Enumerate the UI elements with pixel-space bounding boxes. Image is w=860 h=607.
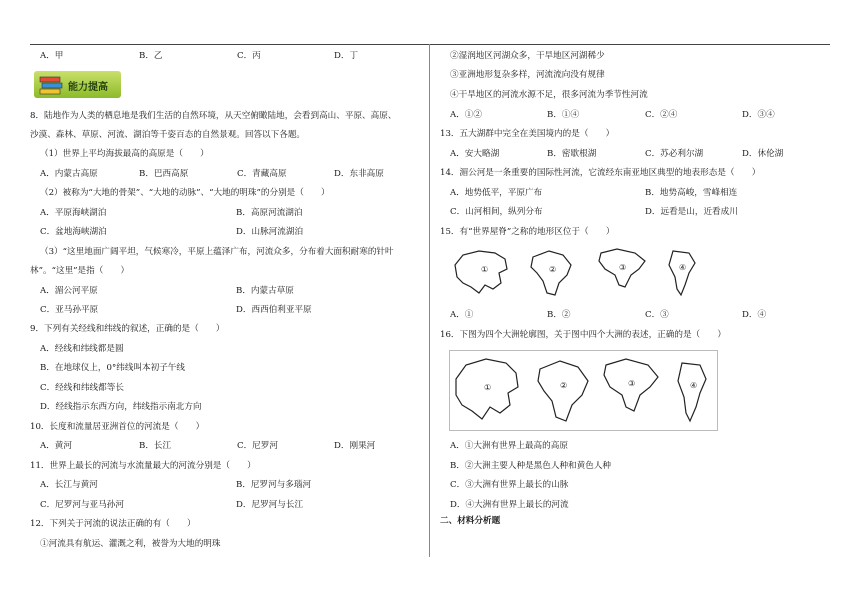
q16-option-b[interactable]: B．②大洲主要人种是黑色人种和黄色人种 xyxy=(450,461,612,471)
q14-option-d[interactable]: D．远看是山，近看成川 xyxy=(645,207,738,217)
south-america-outline-icon xyxy=(678,363,706,421)
south-america-outline-icon xyxy=(669,251,695,295)
column-divider xyxy=(429,44,430,557)
q16-map-label-3: ③ xyxy=(628,379,636,388)
q8-sub3-line2: 林”。“这里”是指（ ） xyxy=(30,266,130,276)
q8-sub2: （2）被称为“大地的骨架”、“大地的动脉”、“大地的明珠”的分别是（ ） xyxy=(40,188,330,198)
q15-option-b[interactable]: B．② xyxy=(547,310,571,320)
q16-stem: 16．下图为四个大洲轮廓图，关于图中四个大洲的表述，正确的是（ ） xyxy=(440,330,726,340)
q15-map-label-4: ④ xyxy=(679,263,687,272)
q8-sub1: （1）世界上平均海拔最高的高原是（ ） xyxy=(40,149,209,159)
q16-option-a[interactable]: A．①大洲有世界上最高的高原 xyxy=(450,441,568,451)
q16-map-label-4: ④ xyxy=(690,381,698,390)
q13-option-a[interactable]: A．安大略湖 xyxy=(450,149,500,159)
q8-1-option-a[interactable]: A．内蒙古高原 xyxy=(40,169,98,179)
q11-option-c[interactable]: C．尼罗河与亚马孙河 xyxy=(40,500,124,510)
q8-3-option-d[interactable]: D．西西伯利亚平原 xyxy=(236,305,312,315)
q11-option-d[interactable]: D．尼罗河与长江 xyxy=(236,500,304,510)
q13-option-d[interactable]: D．休伦湖 xyxy=(742,149,784,159)
q15-map-label-3: ③ xyxy=(619,263,627,272)
prev-option-c[interactable]: C．丙 xyxy=(237,51,261,61)
q12-item-1: ①河流具有航运、灌溉之利，被誉为大地的明珠 xyxy=(40,539,221,549)
q14-option-a[interactable]: A．地势低平，平原广布 xyxy=(450,188,543,198)
header-rule xyxy=(30,44,830,45)
q10-option-c[interactable]: C．尼罗河 xyxy=(237,441,278,451)
q9-option-a[interactable]: A．经线和纬线都是圆 xyxy=(40,344,124,354)
q11-option-a[interactable]: A．长江与黄河 xyxy=(40,480,98,490)
q8-2-option-c[interactable]: C．盆地海峡湖泊 xyxy=(40,227,107,237)
section-2-heading: 二、材料分析题 xyxy=(440,516,501,526)
q14-option-b[interactable]: B．地势高峻，雪峰相连 xyxy=(645,188,738,198)
q13-option-b[interactable]: B．密歇根湖 xyxy=(547,149,597,159)
q16-option-d[interactable]: D．④大洲有世界上最长的河流 xyxy=(450,500,569,510)
q12-option-b[interactable]: B．①④ xyxy=(547,110,580,120)
q9-option-b[interactable]: B．在地球仪上，0°纬线叫本初子午线 xyxy=(40,363,185,373)
q8-stem-line1: 8．陆地作为人类的栖息地是我们生活的自然环境，从天空俯瞰陆地，会看到高山、平原、高原、 xyxy=(30,111,397,121)
q15-option-a[interactable]: A．① xyxy=(450,310,474,320)
q13-option-c[interactable]: C．苏必利尔湖 xyxy=(645,149,704,159)
prev-option-a[interactable]: A．甲 xyxy=(40,51,64,61)
q15-continent-maps xyxy=(449,243,709,301)
q8-3-option-b[interactable]: B．内蒙古草原 xyxy=(236,286,294,296)
q8-sub3-line1: （3）“这里地面广阔平坦，气候寒冷，平原上蕴泽广布，河流众多，分布着大面积耐寒的针叶 xyxy=(40,247,394,257)
q15-stem: 15．有“世界屋脊”之称的地形区位于（ ） xyxy=(440,227,615,237)
q8-1-option-b[interactable]: B．巴西高原 xyxy=(139,169,189,179)
q16-map-label-1: ① xyxy=(484,383,492,392)
q10-stem: 10．长度和流量居亚洲首位的河流是（ ） xyxy=(30,422,205,432)
q8-3-option-c[interactable]: C．亚马孙平原 xyxy=(40,305,99,315)
q12-item-4: ④干旱地区的河流水源不足，很多河流为季节性河流 xyxy=(450,90,648,100)
q15-option-c[interactable]: C．③ xyxy=(645,310,669,320)
q8-3-option-a[interactable]: A．湄公河平原 xyxy=(40,286,98,296)
q8-2-option-a[interactable]: A．平原海峡湖泊 xyxy=(40,208,107,218)
q10-option-a[interactable]: A．黄河 xyxy=(40,441,72,451)
q10-option-d[interactable]: D．刚果河 xyxy=(334,441,376,451)
q16-map-label-2: ② xyxy=(560,381,568,390)
q11-stem: 11．世界上最长的河流与水流量最大的河流分别是（ ） xyxy=(30,461,256,471)
books-icon xyxy=(38,74,66,96)
q16-continent-maps xyxy=(449,350,718,431)
q15-map-label-1: ① xyxy=(481,265,489,274)
q16-option-c[interactable]: C．③大洲有世界上最长的山脉 xyxy=(450,480,569,490)
q8-1-option-c[interactable]: C．青藏高原 xyxy=(237,169,287,179)
q8-1-option-d[interactable]: D．东非高原 xyxy=(334,169,384,179)
q13-stem: 13．五大湖群中完全在美国境内的是（ ） xyxy=(440,129,615,139)
q12-item-2: ②湿润地区河湖众多，干旱地区河湖稀少 xyxy=(450,51,605,61)
q10-option-b[interactable]: B．长江 xyxy=(139,441,172,451)
q15-map-label-2: ② xyxy=(549,265,557,274)
q9-option-d[interactable]: D．经线指示东西方向，纬线指示南北方向 xyxy=(40,402,202,412)
prev-option-b[interactable]: B．乙 xyxy=(139,51,163,61)
africa-outline-icon xyxy=(538,361,588,421)
q8-stem-line2: 沙漠、森林、草原、河流、湖泊等千姿百态的自然景观。回答以下各题。 xyxy=(30,130,306,140)
q12-option-c[interactable]: C．②④ xyxy=(645,110,678,120)
section-badge xyxy=(34,71,121,98)
q11-option-b[interactable]: B．尼罗河与多瑙河 xyxy=(236,480,312,490)
badge-label: 能力提高 xyxy=(68,82,108,93)
q9-option-c[interactable]: C．经线和纬线都等长 xyxy=(40,383,124,393)
q14-stem: 14．湄公河是一条重要的国际性河流，它流经东南亚地区典型的地表形态是（ ） xyxy=(440,168,761,178)
q12-option-a[interactable]: A．①② xyxy=(450,110,482,120)
q12-option-d[interactable]: D．③④ xyxy=(742,110,775,120)
q8-2-option-d[interactable]: D．山脉河流湖泊 xyxy=(236,227,304,237)
q12-stem: 12．下列关于河流的说法正确的有（ ） xyxy=(30,519,196,529)
prev-option-d[interactable]: D．丁 xyxy=(334,51,359,61)
q9-stem: 9．下列有关经线和纬线的叙述，正确的是（ ） xyxy=(30,324,225,334)
q14-option-c[interactable]: C．山河相间，纵列分布 xyxy=(450,207,543,217)
q15-option-d[interactable]: D．④ xyxy=(742,310,767,320)
q8-2-option-b[interactable]: B．高原河流湖泊 xyxy=(236,208,303,218)
q12-item-3: ③亚洲地形复杂多样，河流流向没有规律 xyxy=(450,70,605,80)
